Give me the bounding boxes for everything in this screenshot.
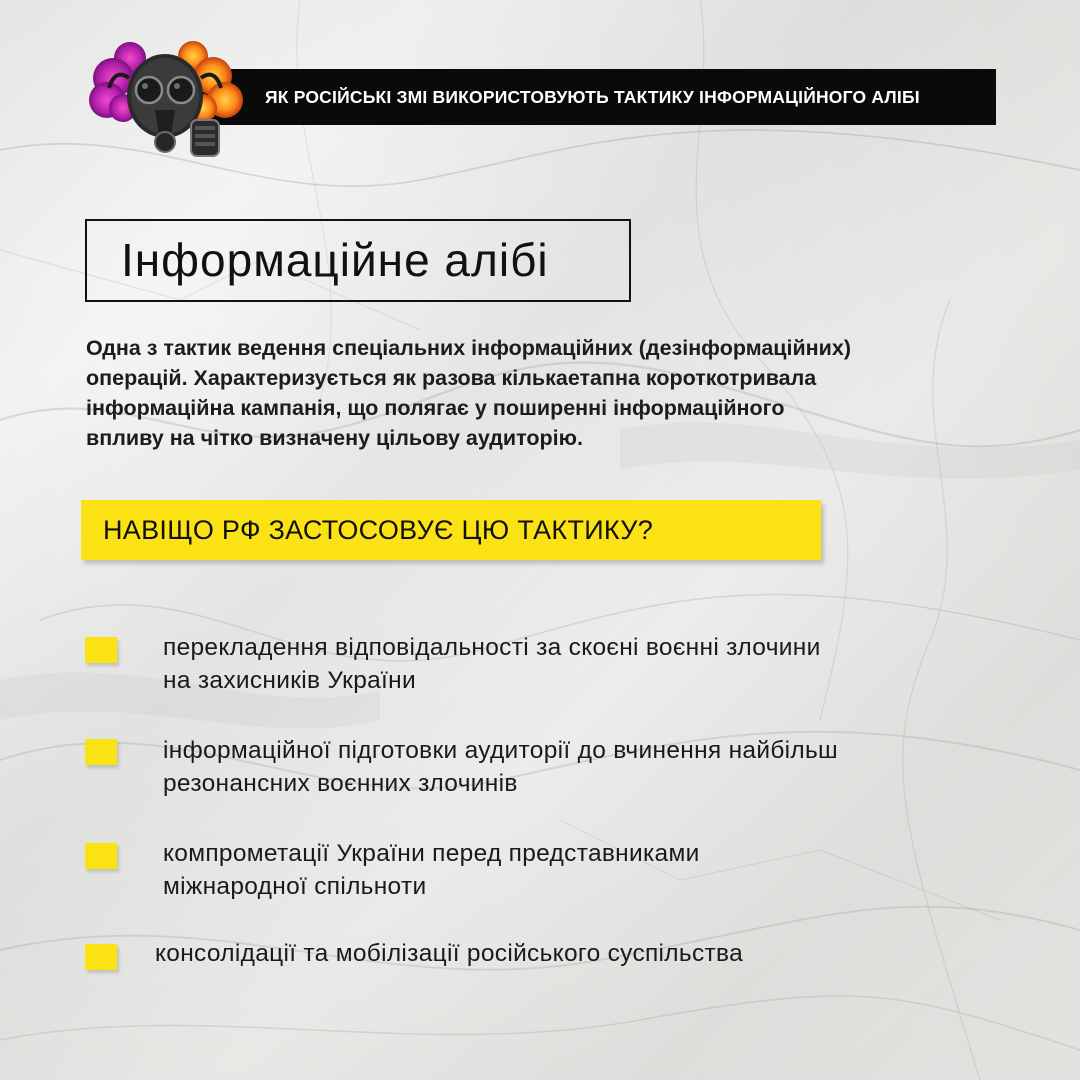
list-item: [163, 837, 700, 903]
bullet-square-icon: [85, 944, 117, 970]
bullet-square-icon: [85, 739, 117, 765]
list-item: [163, 631, 821, 697]
list-item: [163, 734, 838, 800]
header-banner-text: ЯК РОСІЙСЬКІ ЗМІ ВИКОРИСТОВУЮТЬ ТАКТИКУ ІНФОРМАЦІЙНОГО АЛІБІ: [265, 87, 920, 107]
list-item-line: на захисників України: [163, 667, 416, 694]
question-heading: НАВІЩО РФ ЗАСТОСОВУЄ ЦЮ ТАКТИКУ?: [103, 515, 654, 545]
page-title: Інформаційне алібі: [121, 234, 549, 286]
list-item-line: консолідації та мобілізації російського суспільства: [155, 940, 743, 967]
definition-paragraph: [86, 333, 1026, 453]
definition-line: Одна з тактик ведення спеціальних інформаційних (дезінформаційних): [86, 336, 852, 360]
definition-line: впливу на чітко визначену цільову аудиторію.: [86, 426, 583, 450]
list-item: [155, 937, 743, 970]
list-item-line: компрометації України перед представниками: [163, 840, 700, 867]
list-item-line: інформаційної підготовки аудиторії до вчинення найбільш: [163, 737, 839, 764]
gas-mask-explosion-icon: [85, 38, 250, 166]
list-item-line: міжнародної спільноти: [163, 873, 427, 900]
bullet-square-icon: [85, 843, 117, 869]
definition-line: інформаційна кампанія, що полягає у поширенні інформаційного: [86, 396, 785, 420]
list-item-line: перекладення відповідальності за скоєні воєнні злочини: [163, 634, 821, 661]
list-item-line: резонансних воєнних злочинів: [163, 770, 518, 797]
definition-line: операцій. Характеризується як разова кількаетапна короткотривала: [86, 366, 817, 390]
bullet-square-icon: [85, 637, 117, 663]
